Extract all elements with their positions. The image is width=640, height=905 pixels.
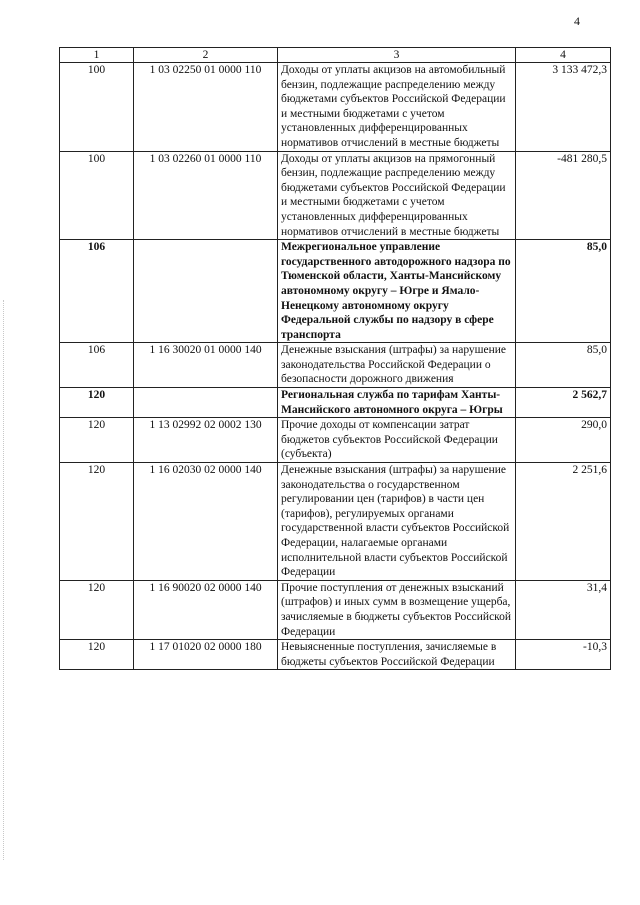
agency-name: Межрегиональное управление государственного автодорожного надзора по Тюменской области, Ханты-Мансийскому автономному округу – Югре и Ямало-Ненецкому автономному округу Федеральной службы по надзору в сфере транспорта xyxy=(278,240,516,343)
budget-classification-code: 1 03 02260 01 0000 110 xyxy=(134,151,278,240)
revenue-description: Денежные взыскания (штрафы) за нарушение законодательства о государственном регулировании цен (тарифов) в части цен (тарифов), регулируемых органами государственной власти субъектов Российской Федерации, налагаемые органами исполнительной власти субъектов Российской Федерации xyxy=(278,463,516,581)
admin-code: 100 xyxy=(60,63,134,152)
revenue-table xyxy=(59,47,611,670)
table-row xyxy=(60,151,611,240)
budget-classification-code: 1 17 01020 02 0000 180 xyxy=(134,640,278,670)
agency-name: Региональная служба по тарифам Ханты-Мансийского автономного округа – Югры xyxy=(278,388,516,418)
amount: -10,3 xyxy=(516,640,611,670)
header-col-2: 2 xyxy=(134,48,278,63)
table-row xyxy=(60,418,611,463)
revenue-description: Доходы от уплаты акцизов на прямогонный бензин, подлежащие распределению между бюджетами субъектов Российской Федерации и местными бюджетами с учетом установленных дифференцированных нормативов отчислений в местные бюджеты xyxy=(278,151,516,240)
admin-code: 120 xyxy=(60,388,134,418)
amount: 290,0 xyxy=(516,418,611,463)
admin-code: 120 xyxy=(60,580,134,639)
revenue-description: Денежные взыскания (штрафы) за нарушение законодательства Российской Федерации о безопасности дорожного движения xyxy=(278,343,516,388)
table-header-row xyxy=(60,48,611,63)
page-number: 4 xyxy=(574,14,580,28)
admin-code: 120 xyxy=(60,640,134,670)
budget-classification-code xyxy=(134,388,278,418)
table-row xyxy=(60,580,611,639)
amount: 31,4 xyxy=(516,580,611,639)
revenue-description: Доходы от уплаты акцизов на автомобильный бензин, подлежащие распределению между бюджетами субъектов Российской Федерации и местными бюджетами с учетом установленных дифференцированных нормативов отчислений в местные бюджеты xyxy=(278,63,516,152)
amount: 3 133 472,3 xyxy=(516,63,611,152)
revenue-description: Прочие поступления от денежных взысканий (штрафов) и иных сумм в возмещение ущерба, зачисляемые в бюджеты субъектов Российской Федерации xyxy=(278,580,516,639)
revenue-description: Невыясненные поступления, зачисляемые в бюджеты субъектов Российской Федерации xyxy=(278,640,516,670)
table-row xyxy=(60,63,611,152)
admin-code: 106 xyxy=(60,240,134,343)
admin-code: 100 xyxy=(60,151,134,240)
amount: 85,0 xyxy=(516,343,611,388)
table-row xyxy=(60,463,611,581)
budget-classification-code: 1 16 02030 02 0000 140 xyxy=(134,463,278,581)
amount: 2 251,6 xyxy=(516,463,611,581)
amount: 2 562,7 xyxy=(516,388,611,418)
table-row-agency xyxy=(60,388,611,418)
amount: 85,0 xyxy=(516,240,611,343)
admin-code: 106 xyxy=(60,343,134,388)
budget-classification-code: 1 13 02992 02 0002 130 xyxy=(134,418,278,463)
table-row xyxy=(60,640,611,670)
budget-classification-code: 1 16 30020 01 0000 140 xyxy=(134,343,278,388)
header-col-3: 3 xyxy=(278,48,516,63)
table-row xyxy=(60,343,611,388)
budget-classification-code: 1 16 90020 02 0000 140 xyxy=(134,580,278,639)
budget-classification-code xyxy=(134,240,278,343)
header-col-4: 4 xyxy=(516,48,611,63)
table-row-agency xyxy=(60,240,611,343)
budget-classification-code: 1 03 02250 01 0000 110 xyxy=(134,63,278,152)
amount: -481 280,5 xyxy=(516,151,611,240)
header-col-1: 1 xyxy=(60,48,134,63)
scan-edge-line xyxy=(3,300,4,860)
admin-code: 120 xyxy=(60,463,134,581)
revenue-description: Прочие доходы от компенсации затрат бюджетов субъектов Российской Федерации (субъекта) xyxy=(278,418,516,463)
admin-code: 120 xyxy=(60,418,134,463)
